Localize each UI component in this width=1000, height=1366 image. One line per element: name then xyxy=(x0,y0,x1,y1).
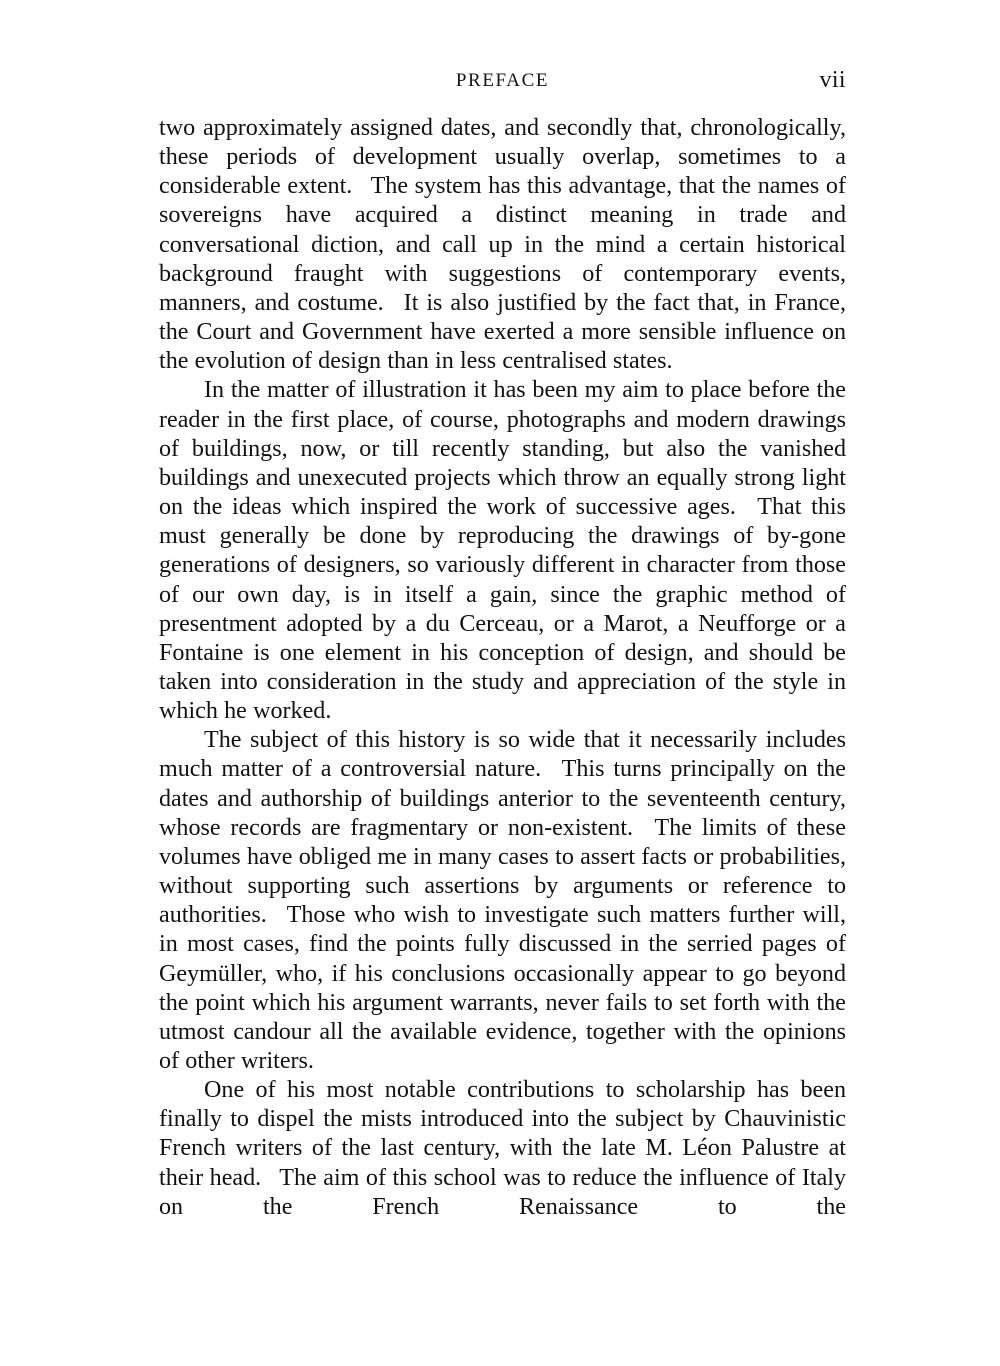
page-header-title: PREFACE xyxy=(455,70,550,91)
running-head xyxy=(159,67,846,96)
body-text-block xyxy=(159,114,846,1222)
page-number: vii xyxy=(819,67,846,93)
paragraph: two approximately assigned dates, and secondly that, chronologically, these periods of development usually overlap, sometimes to a considerable extent. The system has this advantage, that the names of sovereigns have acquired a distinct meaning in trade and conversational diction, and call up in the mind a certain historical background fraught with suggestions of contemporary events, manners, and costume. It is also justified by the fact that, in France, the Court and Government have exerted a more sensible influence on the evolution of design than in less centralised states. xyxy=(159,115,846,375)
paragraph: The subject of this history is so wide that it necessarily includes much matter of a controversial nature. This turns principally on the dates and authorship of buildings anterior to the seventeenth century, whose records are fragmentary or non-existent. The limits of these volumes have obliged me in many cases to assert facts or probabilities, without supporting such assertions by arguments or reference to authorities. Those who wish to investigate such matters further will, in most cases, find the points fully discussed in the serried pages of Geymüller, who, if his conclusions occasionally appear to go beyond the point which his argument warrants, never fails to set forth with the utmost candour all the available evidence, together with the opinions of other writers. xyxy=(159,727,846,1074)
paragraph: In the matter of illustration it has been my aim to place before the reader in the first place, of course, photographs and modern drawings of buildings, now, or till recently standing, but also the vanished buildings and unexecuted projects which throw an equally strong light on the ideas which inspired the work of successive ages. That this must generally be done by reproducing the drawings of by-gone generations of designers, so variously different in character from those of our own day, is in itself a gain, since the graphic method of presentment adopted by a du Cerceau, or a Marot, a Neufforge or a Fontaine is one element in his conception of design, and should be taken into consideration in the study and appreciation of the style in which he worked. xyxy=(159,377,846,725)
paragraph: One of his most notable contributions to scholarship has been finally to dispel the mists introduced into the subject by Chauvinistic French writers of the last century, with the late M. Léon Palustre at their head. The aim of this school was to reduce the influence of Italy on the French Renaissance to the xyxy=(159,1077,846,1220)
